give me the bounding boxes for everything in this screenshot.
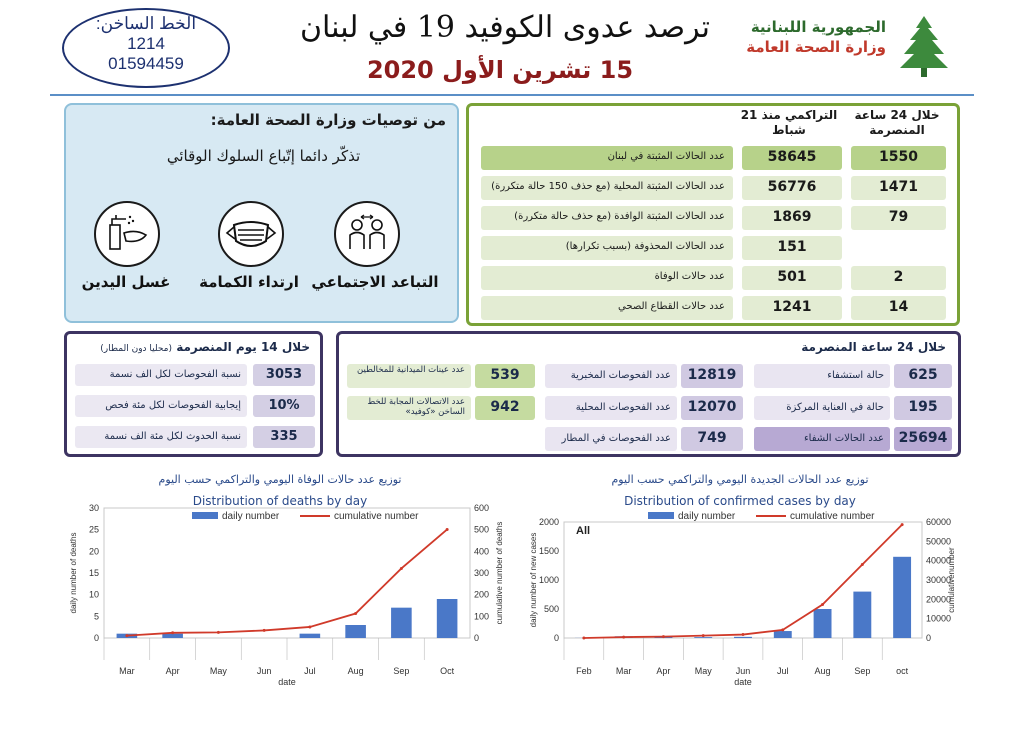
days14-value: 10% — [253, 395, 315, 417]
y-tick-label: 2000 — [538, 517, 559, 527]
recovered-label: عدد الحالات الشفاء — [754, 427, 890, 451]
y-tick-label: 0 — [553, 633, 559, 643]
row-cum-value: 56776 — [742, 176, 842, 200]
ministry-label: وزارة الصحة العامة — [746, 38, 886, 56]
row-label: عدد حالات الوفاة — [481, 266, 733, 290]
ministry-name — [736, 18, 886, 56]
row-cum-value: 1241 — [742, 296, 842, 320]
days14-label: نسبة الفحوصات لكل الف نسمة — [75, 364, 247, 386]
y2-tick-label: 20000 — [926, 594, 952, 605]
y-tick-label: 0 — [93, 633, 99, 643]
field-samples-label: عدد عينات الميدانية للمخالطين — [347, 364, 471, 388]
cases-chart — [520, 500, 984, 690]
y-tick-label: 1000 — [538, 575, 559, 585]
x-month-label: Oct — [440, 666, 455, 676]
x-month-label: Jul — [304, 666, 316, 676]
x-month-label: Jun — [256, 666, 272, 676]
row-24h-value: 1550 — [851, 146, 946, 170]
row-24h-value: 1471 — [851, 176, 946, 200]
page-title: ترصد عدوى الكوفيد 19 في لبنان — [299, 10, 711, 45]
daily-bar — [162, 634, 183, 638]
report-date: 15 تشرين الأول 2020 — [366, 56, 634, 84]
local-tests-value: 12070 — [681, 396, 743, 420]
x-month-label: Apr — [656, 666, 671, 676]
all-label: All — [576, 525, 591, 537]
daily-bar — [774, 631, 792, 638]
y2-tick-label: 50000 — [926, 536, 952, 547]
cases-chart-title: Distribution of confirmed cases by day — [624, 494, 856, 508]
row-label: عدد الحالات المثبتة في لبنان — [481, 146, 733, 170]
local-tests-label: عدد الفحوصات المحلية — [545, 396, 677, 420]
row-label: عدد الحالات المثبتة المحلية (مع حذف 150 حالة متكررة) — [481, 176, 733, 200]
legend-daily-swatch — [648, 512, 674, 519]
cumulative-point — [901, 523, 904, 526]
x-month-label: Sep — [854, 666, 871, 676]
cumulative-point — [217, 631, 220, 634]
y-tick-label: 5 — [93, 611, 99, 622]
y2-tick-label: 10000 — [926, 613, 952, 624]
x-month-label: Sep — [393, 666, 410, 676]
hotline-number-2: 01594459 — [108, 54, 184, 73]
row-cum-value: 1869 — [742, 206, 842, 230]
x-month-label: Aug — [814, 666, 831, 676]
hospital-label: حالة استشفاء — [754, 364, 890, 388]
cumulative-point — [622, 636, 625, 639]
y2-tick-label: 600 — [474, 503, 490, 513]
daily-bar — [345, 625, 366, 638]
x-month-label: May — [209, 666, 227, 676]
y2-tick-label: 400 — [474, 546, 490, 557]
days14-label: إيجابية الفحوصات لكل مئة فحص — [75, 395, 247, 417]
cumulative-point — [308, 625, 311, 628]
icu-label: حالة في العناية المركزة — [754, 396, 890, 420]
y-axis-label: daily number of new cases — [529, 532, 538, 628]
daily-bar — [300, 634, 321, 638]
days14-title — [100, 340, 310, 354]
x-month-label: Jun — [735, 666, 751, 676]
last-24-hours-panel — [336, 331, 961, 457]
distancing-icon — [334, 201, 400, 267]
daily-bar — [437, 599, 458, 638]
mask-icon — [218, 201, 284, 267]
row-24h-value: 79 — [851, 206, 946, 230]
y2-tick-label: 0 — [474, 633, 480, 643]
daily-bar — [893, 557, 911, 638]
daily-bar — [814, 609, 832, 638]
cumulative-point — [662, 635, 665, 638]
days14-label: نسبة الحدوث لكل مئة الف نسمة — [75, 426, 247, 448]
cumulative-point — [821, 603, 824, 606]
cumulative-point — [702, 634, 705, 637]
col-header-24h: خلال 24 ساعة المنصرمة — [854, 108, 940, 137]
cumulative-point — [263, 629, 266, 632]
recommendations-subtitle: تذكّر دائما إتّباع السلوك الوقائي — [166, 147, 361, 165]
days14-note: (محليا دون المطار) — [100, 344, 172, 354]
cumulative-point — [742, 633, 745, 636]
icu-value: 195 — [894, 396, 952, 420]
row-cum-value: 151 — [742, 236, 842, 260]
x-month-label: Mar — [119, 666, 135, 676]
cumulative-point — [446, 528, 449, 531]
hotline-label: الخط الساخن: — [95, 14, 197, 33]
row-label: عدد حالات القطاع الصحي — [481, 296, 733, 320]
days14-value: 335 — [253, 426, 315, 448]
cumulative-point — [861, 563, 864, 566]
y2-tick-label: 60000 — [926, 517, 952, 527]
col-header-cumulative: التراكمي منذ 21 شباط — [740, 108, 838, 137]
legend-daily-label: daily number — [222, 511, 280, 522]
row-label: عدد الحالات المحذوفة (بسبب تكرارها) — [481, 236, 733, 260]
row-cum-value: 501 — [742, 266, 842, 290]
x-month-label: Aug — [347, 666, 364, 676]
cedar-logo-icon — [890, 12, 958, 80]
y2-tick-label: 40000 — [926, 555, 952, 566]
daily-bar — [694, 637, 712, 638]
y2-axis-label: cumulative number of deaths — [495, 521, 504, 625]
days14-value: 3053 — [253, 364, 315, 386]
y2-tick-label: 0 — [926, 633, 932, 643]
x-month-label: May — [694, 666, 712, 676]
cumulative-point — [582, 636, 585, 639]
deaths-chart-title-ar: توزيع عدد حالات الوفاة اليومي والتراكمي حسب اليوم — [158, 473, 402, 486]
row-24h-value: 14 — [851, 296, 946, 320]
legend-cumulative-label: cumulative number — [334, 511, 419, 522]
deaths-chart — [58, 500, 522, 690]
y2-tick-label: 300 — [474, 568, 490, 578]
lab-tests-label: عدد الفحوصات المخبرية — [545, 364, 677, 388]
airport-tests-value: 749 — [681, 427, 743, 451]
y-tick-label: 10 — [88, 589, 99, 600]
hotline-number-1: 1214 — [127, 34, 165, 53]
hand-wash-label: غسل اليدين — [81, 273, 171, 291]
lab-tests-value: 12819 — [681, 364, 743, 388]
row-label: عدد الحالات المثبتة الوافدة (مع حذف حالة متكررة) — [481, 206, 733, 230]
y-tick-label: 500 — [543, 604, 559, 614]
cumulative-point — [171, 631, 174, 634]
plot-frame — [104, 508, 470, 638]
x-month-label: Apr — [165, 666, 180, 676]
hotline-calls-label: عدد الاتصالات المجابة للخط الساخن «كوفيد» — [347, 396, 471, 420]
cumulative-point — [125, 634, 128, 637]
y-tick-label: 1500 — [538, 546, 559, 556]
recommendations-panel — [64, 103, 459, 323]
y2-tick-label: 100 — [474, 611, 490, 622]
deaths-chart-title: Distribution of deaths by day — [192, 494, 368, 508]
x-axis-label: date — [278, 677, 296, 687]
y-axis-label: daily number of deaths — [69, 532, 78, 614]
legend-daily-swatch — [192, 512, 218, 519]
x-axis-label: date — [734, 677, 752, 687]
daily-bar — [734, 637, 752, 638]
row-cum-value: 58645 — [742, 146, 842, 170]
hotline-oval — [62, 8, 230, 88]
airport-tests-label: عدد الفحوصات في المطار — [545, 427, 677, 451]
y2-axis-label: cumulativenumber — [947, 547, 956, 613]
days14-title-text: خلال 14 يوم المنصرمة — [176, 340, 310, 354]
mask-label: ارتداء الكمامة — [199, 273, 299, 291]
row-24h-value: 2 — [851, 266, 946, 290]
hotline-calls-value: 942 — [475, 396, 535, 420]
x-month-label: Jul — [777, 666, 789, 676]
y-tick-label: 15 — [88, 568, 99, 578]
y-tick-label: 30 — [88, 503, 99, 513]
field-samples-value: 539 — [475, 364, 535, 388]
cases-chart-title-ar: توزيع عدد الحالات الجديدة اليومي والتراكمي حسب اليوم — [611, 473, 869, 486]
cumulative-point — [354, 612, 357, 615]
recommendations-title: من توصيات وزارة الصحة العامة: — [210, 111, 446, 129]
daily-bar — [853, 592, 871, 638]
cumulative-point — [400, 567, 403, 570]
cumulative-point — [781, 628, 784, 631]
legend-cumulative-label: cumulative number — [790, 511, 875, 522]
hospital-value: 625 — [894, 364, 952, 388]
x-month-label: Feb — [576, 666, 592, 676]
republic-label: الجمهورية اللبنانية — [750, 18, 886, 36]
header-divider — [50, 94, 974, 96]
x-month-label: oct — [896, 666, 909, 676]
y2-tick-label: 30000 — [926, 575, 952, 585]
y-tick-label: 25 — [88, 524, 99, 535]
cases-stats-panel — [466, 103, 960, 326]
x-month-label: Mar — [615, 666, 632, 676]
hand-wash-icon — [94, 201, 160, 267]
last-14-days-panel — [64, 331, 323, 457]
distancing-label: التباعد الاجتماعي — [311, 273, 439, 291]
y2-tick-label: 200 — [474, 589, 490, 600]
legend-daily-label: daily number — [678, 511, 736, 522]
y2-tick-label: 500 — [474, 524, 490, 535]
y-tick-label: 20 — [88, 546, 99, 557]
hours24-title: خلال 24 ساعة المنصرمة — [801, 340, 946, 354]
daily-bar — [391, 608, 412, 638]
recovered-value: 25694 — [894, 427, 952, 451]
